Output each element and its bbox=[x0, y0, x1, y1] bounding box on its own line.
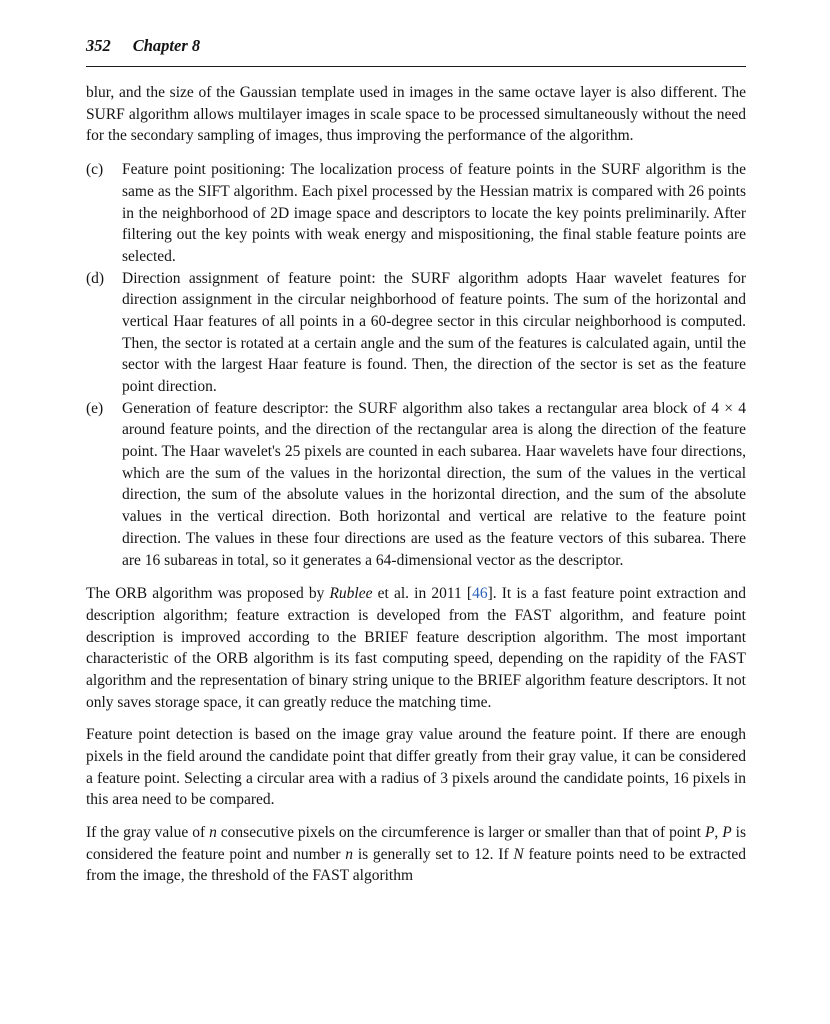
intro-paragraph bbox=[86, 82, 746, 147]
text-segment: , bbox=[714, 824, 723, 842]
citation-link-46[interactable]: 46 bbox=[472, 585, 488, 603]
text-segment: feature points need to be extracted from the image, the threshold of the FAST algorithm bbox=[86, 845, 747, 885]
list-text-c bbox=[122, 159, 746, 267]
list-marker-c: (c) bbox=[86, 161, 104, 179]
text-segment: Feature point positioning: The localization process of feature points in the SURF algorithm is the same as the SIFT algorithm. Each pixel processed by the Hessian matrix is compared with 26 points in the neighborhood of 2D image space and descriptors to locate the key points preliminarily. After filtering out the key points with weak energy and mispositioning, the final stable feature points are selected. bbox=[122, 161, 746, 265]
list-text-e bbox=[122, 398, 746, 572]
list-item-c bbox=[86, 159, 746, 267]
text-segment: blur, and the size of the Gaussian template used in images in the same octave layer is also different. The SURF algorithm allows multilayer images in scale space to be processed simultaneously without the need for the secondary sampling of images, thus improving the performance of the algorithm. bbox=[86, 84, 746, 145]
text-segment: The ORB algorithm was proposed by bbox=[86, 585, 330, 603]
list-item-e bbox=[86, 398, 746, 572]
text-segment: Generation of feature descriptor: the SURF algorithm also takes a rectangular area block of 4 × 4 around feature points, and the direction of the rectangular area is along the direction of the feature point. The Haar wavelet's 25 pixels are counted in each subarea. Haar wavelets have four directions, which are the sum of the values in the horizontal direction, the sum of the values in the vertical direction, the sum of the absolute values in the horizontal direction, and the sum of the absolute values in the vertical direction. Both horizontal and vertical are relative to the feature point direction. The values in these four directions are used as the feature vectors of this subarea. There are 16 subareas in total, so it generates a 64-dimensional vector as the descriptor. bbox=[122, 399, 746, 569]
list-item-d bbox=[86, 268, 746, 398]
text-segment: n bbox=[209, 824, 217, 842]
text-segment: Feature point detection is based on the image gray value around the feature point. If there are enough pixels in the field around the candidate point that differ greatly from their gray value, it can be considered a feature point. Selecting a circular area with a radius of 3 pixels around the candidate points, 16 pixels in this area need to be compared. bbox=[86, 726, 746, 809]
text-segment: If the gray value of bbox=[86, 824, 210, 842]
text-segment: et al. in 2011 [ bbox=[372, 585, 473, 603]
page-header bbox=[86, 34, 746, 67]
feature-steps-list bbox=[86, 159, 746, 571]
text-segment: is considered the feature point and number bbox=[86, 824, 747, 863]
text-segment: ]. It is a fast feature point extraction and description algorithm; feature extraction is developed from the FAST algorithm, and feature point description is improved according to the BRIEF feature description algorithm. The most important characteristic of the ORB algorithm is its fast computing speed, depending on the rapidity of the FAST algorithm and the representation of binary string unique to the BRIEF algorithm feature descriptors. It not only saves storage space, it can greatly reduce the matching time. bbox=[86, 585, 746, 711]
text-segment: Direction assignment of feature point: the SURF algorithm adopts Haar wavelet features for direction assignment in the circular neighborhood of feature points. The sum of the horizontal and vertical Haar features of all points in a 60-degree sector in this circular neighborhood is computed. Then, the sector is rotated at a certain angle and the sum of the features is calculated again, until the sector with the largest Haar feature is found. Then, the direction of the sector is set as the feature point direction. bbox=[122, 269, 746, 396]
text-segment: P bbox=[704, 824, 715, 842]
text-segment: Rublee bbox=[329, 585, 373, 603]
orb-paragraph bbox=[86, 583, 746, 713]
list-marker-e: (e) bbox=[86, 399, 104, 417]
text-segment: N bbox=[513, 845, 524, 863]
detection-paragraph bbox=[86, 724, 746, 811]
list-marker-d: (d) bbox=[86, 269, 105, 287]
list-text-d bbox=[122, 268, 746, 398]
text-segment: is generally set to 12. If bbox=[353, 845, 514, 863]
text-segment: n bbox=[345, 845, 354, 863]
text-segment: consecutive pixels on the circumference is larger or smaller than that of point bbox=[216, 824, 705, 842]
fast-threshold-paragraph bbox=[86, 822, 746, 887]
chapter-title: Chapter 8 bbox=[132, 36, 201, 55]
text-segment: P bbox=[722, 824, 732, 842]
page-number: 352 bbox=[86, 36, 111, 55]
